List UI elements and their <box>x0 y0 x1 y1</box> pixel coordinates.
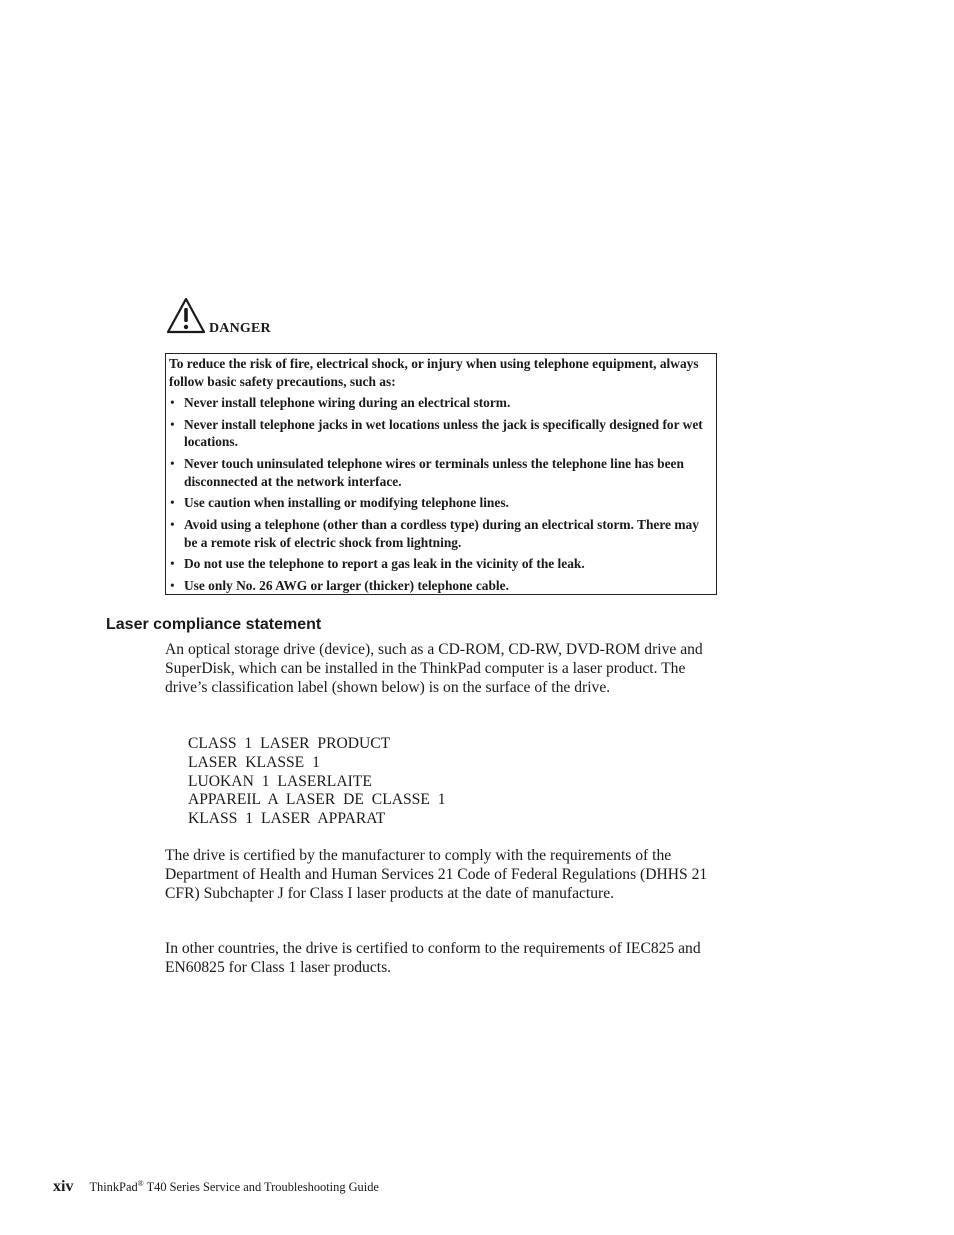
laser-class-labels <box>188 735 446 829</box>
other-countries-paragraph: In other countries, the drive is certified to conform to the requirements of IEC825 and EN60825 for Class 1 laser products. <box>165 940 701 976</box>
section-heading: Laser compliance statement <box>106 616 322 633</box>
class-label-line: CLASS 1 LASER PRODUCT <box>188 735 391 752</box>
class-label-line: KLASS 1 LASER APPARAT <box>188 810 386 828</box>
certification-paragraph: The drive is certified by the manufacturer to comply with the requirements of the Department of Health and Human Services 21 Code of Federal Regulations (DHHS 21 CFR) Subchapter J for Class I laser products at the date of manufacture. <box>165 847 708 902</box>
danger-notice-box <box>165 353 717 595</box>
danger-item: • Do not use the telephone to report a gas leak in the vicinity of the leak. <box>170 556 585 572</box>
danger-item: • Avoid using a telephone (other than a cordless type) during an electrical storm. There may be a remote risk of electric shock from lightning. <box>170 517 699 550</box>
danger-list <box>169 394 708 595</box>
warning-triangle-icon <box>166 297 206 335</box>
class-label-line: LUOKAN 1 LASERLAITE <box>188 772 372 790</box>
danger-item: • Never install telephone jacks in wet locations unless the jack is specifically designed for wet locations. <box>170 416 703 450</box>
bullet-icon: • <box>170 495 175 511</box>
class-label-line: LASER KLASSE 1 <box>188 753 320 771</box>
bullet-icon: • <box>170 517 175 533</box>
bullet-icon: • <box>170 416 175 432</box>
bullet-icon: • <box>170 456 175 472</box>
page-number: xiv <box>53 1178 74 1195</box>
footer-title: ThinkPad® T40 Series Service and Troubleshooting Guide <box>89 1178 379 1194</box>
danger-item: • Never touch uninsulated telephone wires or terminals unless the telephone line has been disconnected at the network interface. <box>170 456 684 489</box>
class-label-line: APPAREIL A LASER DE CLASSE 1 <box>188 791 446 809</box>
danger-label: DANGER <box>209 321 271 336</box>
laser-intro-paragraph: An optical storage drive (device), such as a CD-ROM, CD-RW, DVD-ROM drive and SuperDisk, which can be installed in the ThinkPad computer is a laser product. The drive’s classification label (shown below) is on the surface of the drive. <box>165 641 703 696</box>
bullet-icon: • <box>170 578 175 594</box>
danger-item: • Use only No. 26 AWG or larger (thicker) telephone cable. <box>170 578 509 594</box>
page-footer <box>53 1178 379 1196</box>
bullet-icon: • <box>170 395 175 410</box>
danger-item: • Never install telephone wiring during an electrical storm. <box>170 395 511 410</box>
danger-intro: To reduce the risk of fire, electrical shock, or injury when using telephone equipment, always follow basic safety precautions, such as: <box>169 356 699 389</box>
danger-item: • Use caution when installing or modifying telephone lines. <box>170 495 509 511</box>
bullet-icon: • <box>170 556 175 572</box>
